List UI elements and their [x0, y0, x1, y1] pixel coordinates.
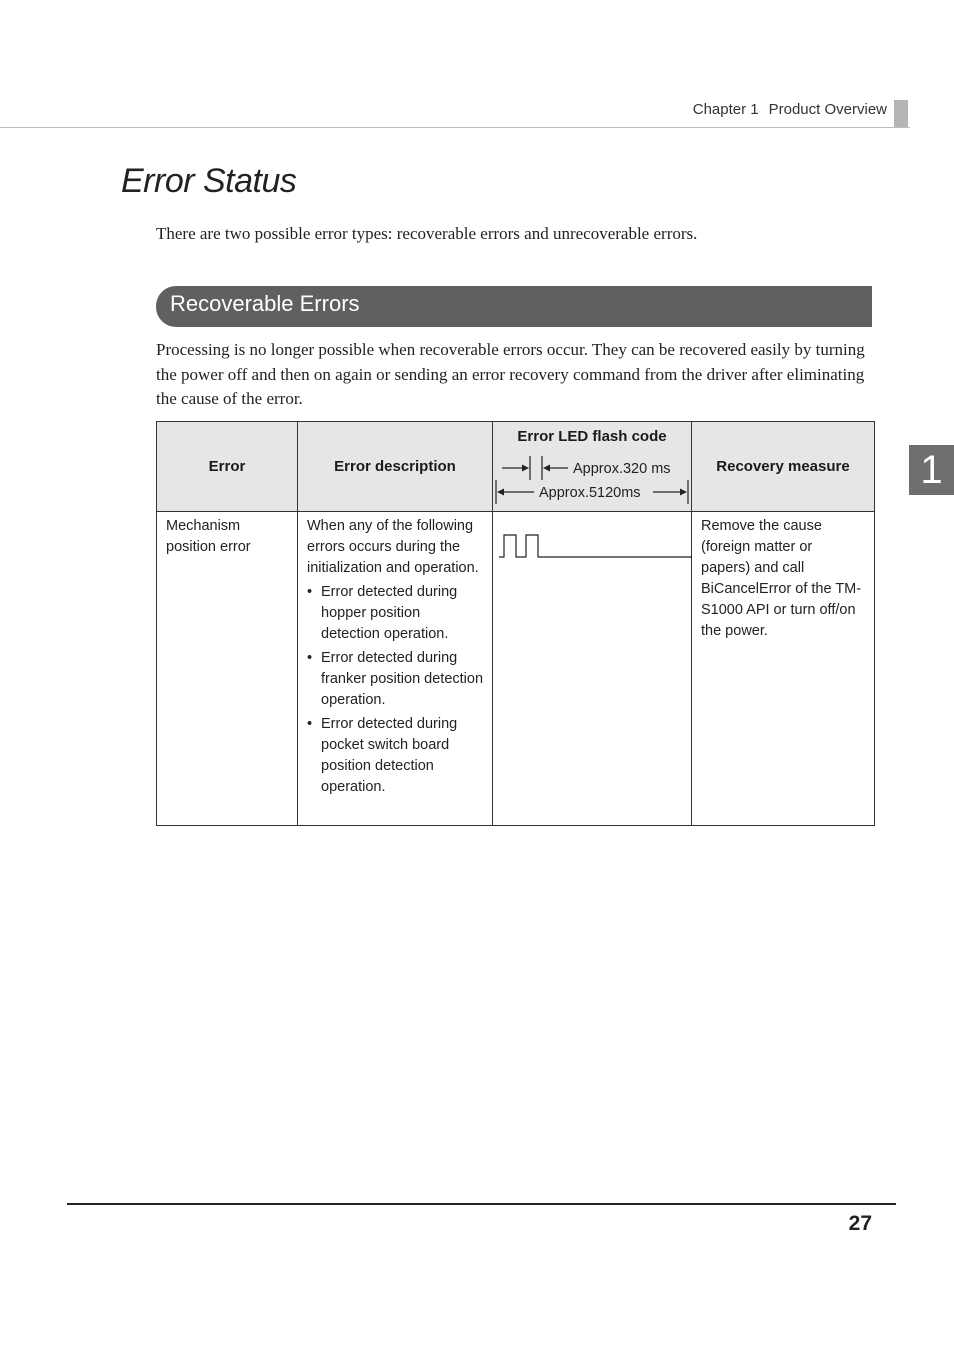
table-header-row [157, 422, 875, 512]
cell-error: Mechanism position error [157, 512, 298, 826]
led-waveform-line [499, 535, 692, 557]
section-heading: Recoverable Errors [170, 291, 360, 316]
header-led-title: Error LED flash code [517, 428, 667, 445]
header-led-code [493, 422, 692, 512]
intro-paragraph: There are two possible error types: recoverable errors and unrecoverable errors. [156, 224, 698, 243]
led-pulse-label: Approx.320 ms [573, 461, 671, 477]
list-item: • Error detected during franker position detection operation. [307, 648, 483, 711]
error-table [156, 421, 875, 826]
header-chapter: Chapter 1 [692, 101, 759, 118]
led-period-label: Approx.5120ms [539, 485, 641, 501]
cell-description [298, 512, 493, 826]
header-section: Product Overview [768, 101, 887, 118]
running-header [693, 101, 887, 118]
header-error: Error [157, 422, 298, 512]
section-paragraph: Processing is no longer possible when recoverable errors occur. They can be recovered easily by turning the power off and then on again or sending an error recovery command from the driver after eliminating the cause of the error. [156, 340, 865, 408]
header-divider [0, 127, 910, 128]
led-waveform [493, 512, 692, 572]
footer-divider [67, 1203, 896, 1205]
led-timing-legend [493, 422, 692, 511]
header-description: Error description [298, 422, 493, 512]
chapter-tab: 1 [909, 445, 954, 495]
page-number: 27 [848, 1212, 872, 1235]
description-bullets [307, 582, 483, 798]
section-heading-bar [156, 286, 872, 327]
page-title: Error Status [121, 162, 297, 200]
description-intro: When any of the following errors occurs during the initialization and operation. [307, 518, 479, 576]
list-item: • Error detected during hopper position detection operation. [307, 582, 483, 645]
cell-recovery: Remove the cause (foreign matter or papers) and call BiCancelError of the TM-S1000 API or turn off/on the power. [692, 512, 875, 826]
header-tab-marker [894, 100, 908, 127]
table-row [157, 512, 875, 826]
cell-led-waveform [493, 512, 692, 826]
header-recovery: Recovery measure [692, 422, 875, 512]
list-item: • Error detected during pocket switch board position detection operation. [307, 714, 483, 798]
